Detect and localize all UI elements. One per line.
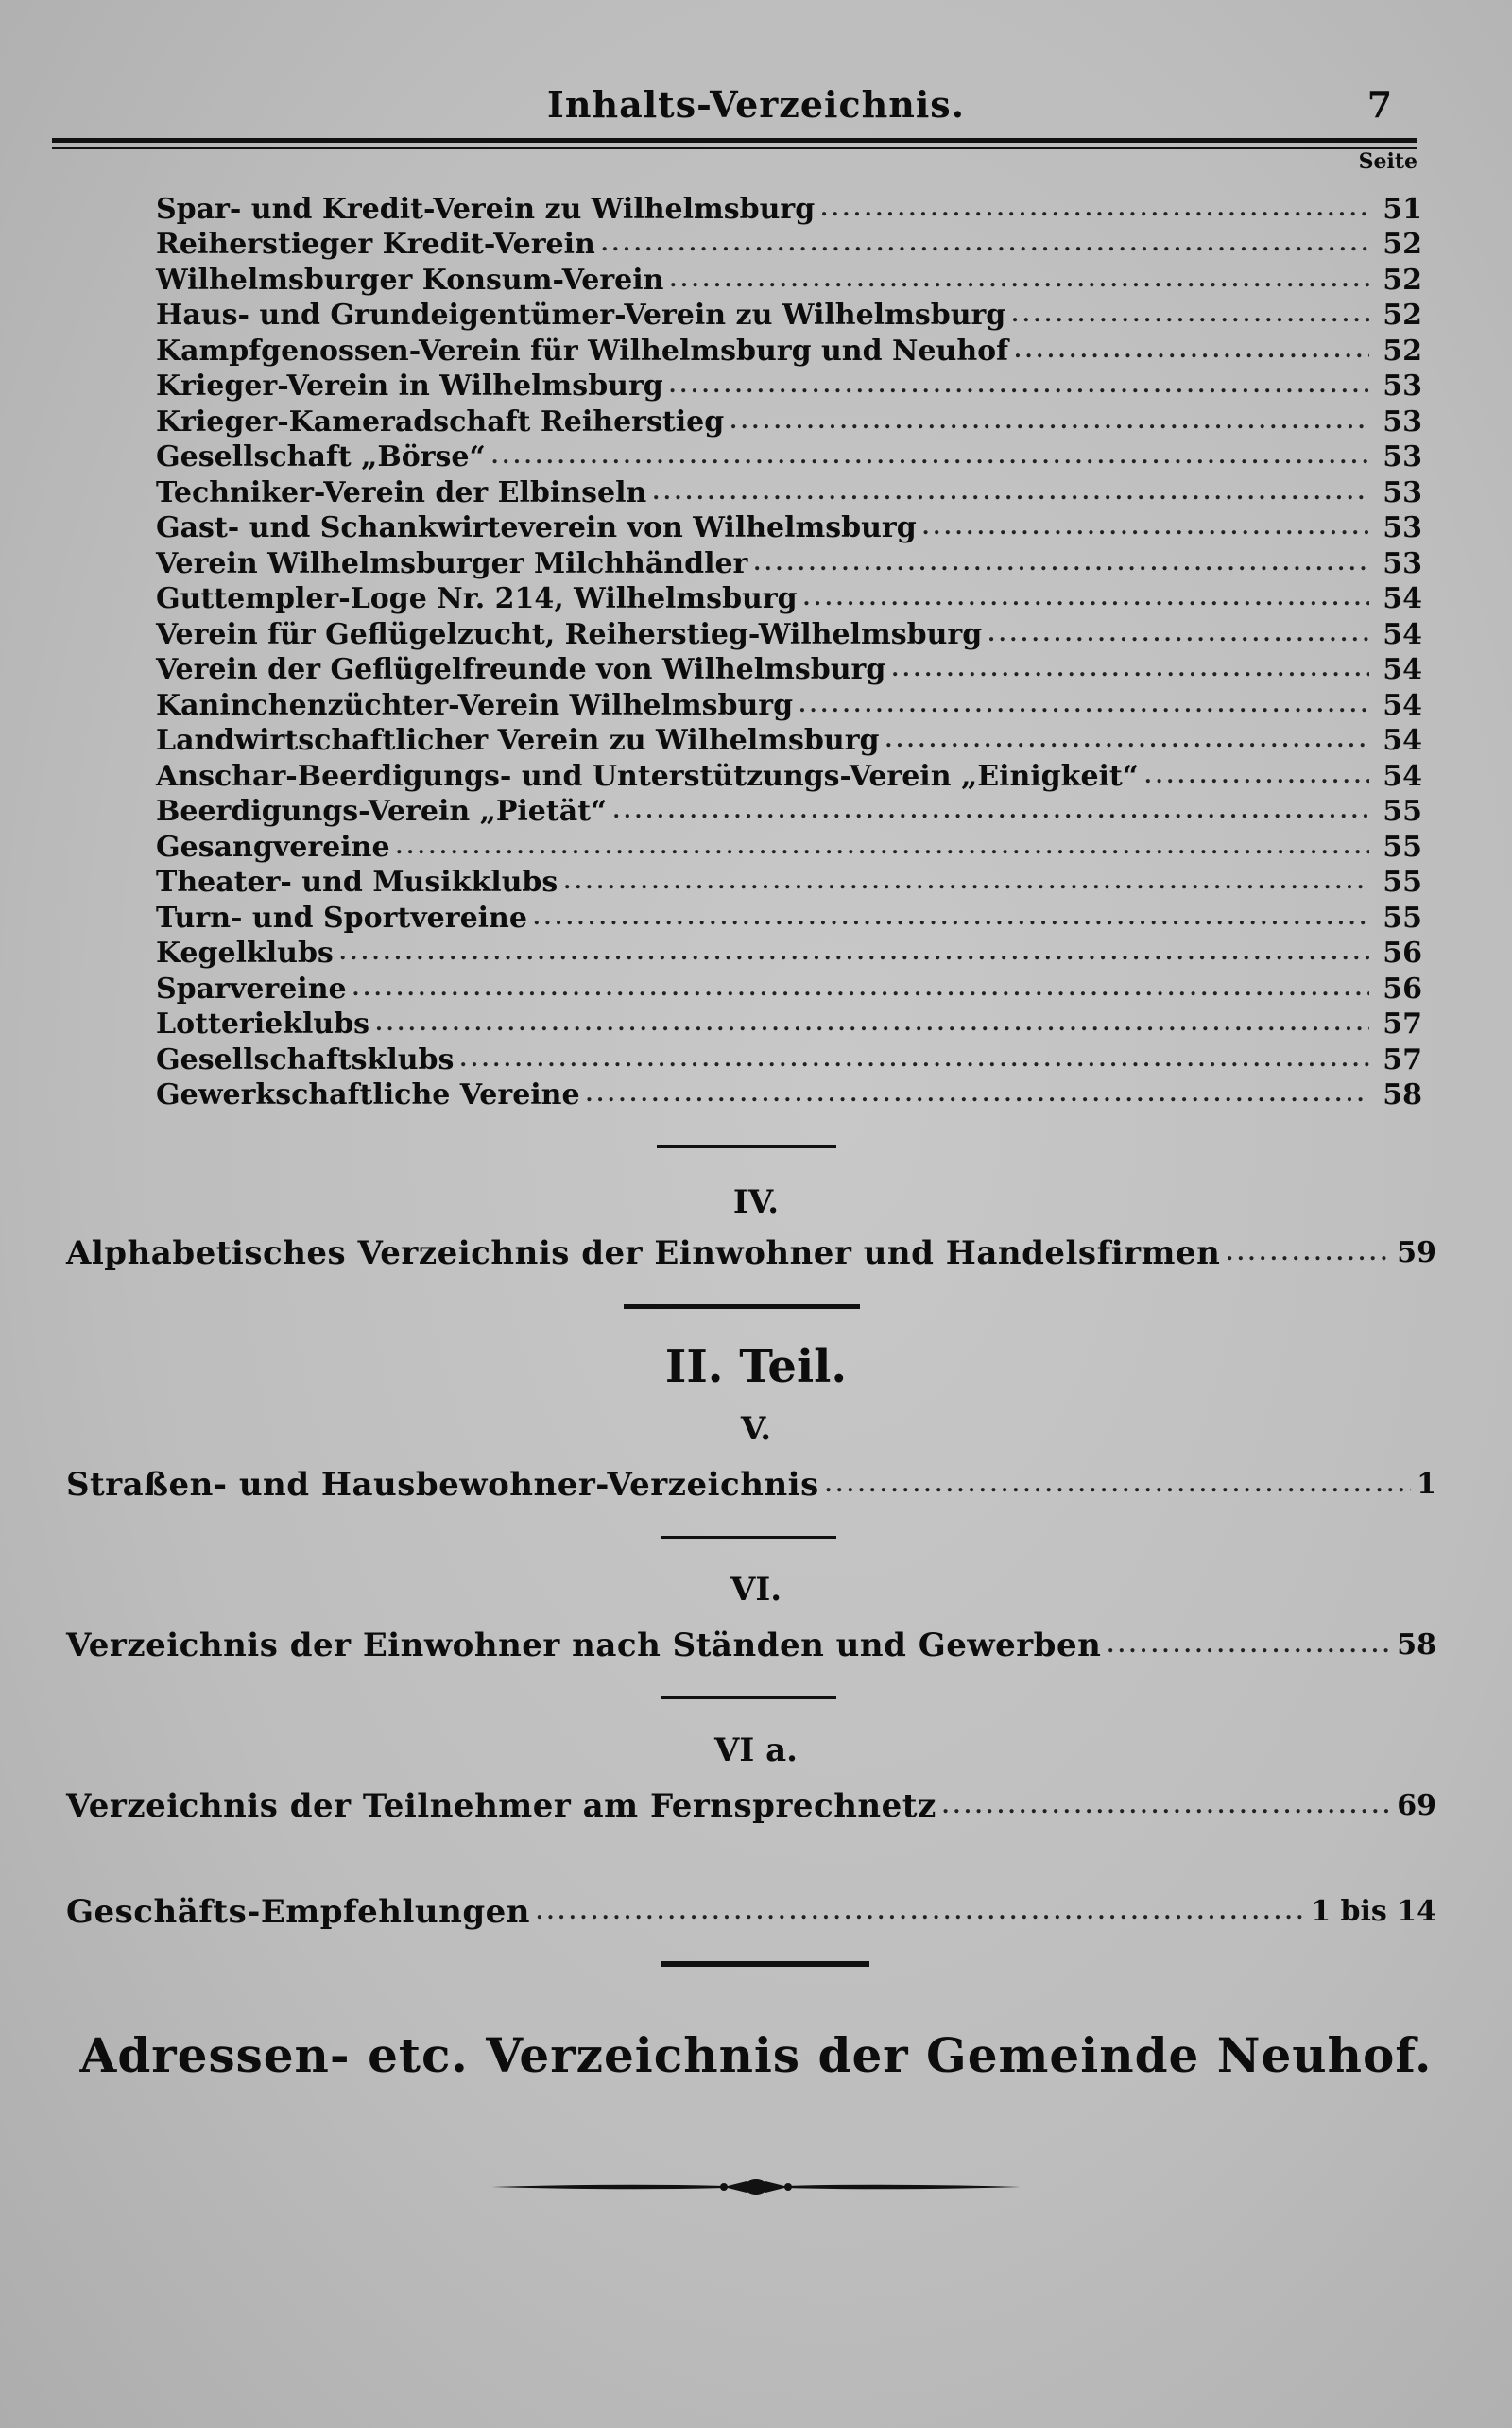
- toc-entry-page: 57: [1383, 1042, 1422, 1076]
- toc-entry-title: Spar- und Kredit-Verein zu Wilhelmsburg: [156, 192, 816, 226]
- toc-entry-page: 52: [1383, 334, 1422, 368]
- dot-leader: [1107, 1626, 1391, 1665]
- toc-section-v-entry: [66, 1465, 1436, 1505]
- toc-entry-page: 54: [1383, 724, 1422, 757]
- toc-entry-page: 56: [1383, 937, 1422, 970]
- toc-entry: [156, 758, 1422, 794]
- seite-column-label: Seite: [1358, 149, 1418, 174]
- dot-leader: [652, 475, 1369, 510]
- dot-leader: [669, 263, 1369, 298]
- section-via-page: 69: [1397, 1789, 1436, 1822]
- toc-entry-title: Gewerkschaftliche Vereine: [156, 1078, 580, 1111]
- dot-leader: [1011, 298, 1369, 333]
- toc-entry-list: [156, 191, 1422, 1112]
- dot-leader: [601, 227, 1369, 262]
- dot-leader: [396, 830, 1369, 865]
- toc-entry-title: Techniker-Verein der Elbinseln: [156, 475, 647, 509]
- dot-leader: [942, 1786, 1391, 1826]
- toc-entry-title: Lotterieklubs: [156, 1007, 370, 1041]
- toc-entry-title: Krieger-Kameradschaft Reiherstieg: [156, 405, 725, 439]
- neuhof-directory-title: Adressen- etc. Verzeichnis der Gemeinde Neuhof.: [79, 2027, 1433, 2083]
- toc-entry-page: 54: [1383, 688, 1422, 722]
- dot-leader: [891, 652, 1369, 687]
- toc-entry-title: Haus- und Grundeigentümer-Verein zu Wilhelmsburg: [156, 299, 1006, 332]
- section-divider: [662, 1536, 836, 1539]
- toc-section-vi-entry: [66, 1626, 1436, 1665]
- section-numeral-v: V.: [740, 1410, 772, 1448]
- toc-entry-page: 51: [1383, 192, 1422, 226]
- toc-entry-page: 53: [1383, 370, 1422, 403]
- dot-leader: [988, 617, 1369, 652]
- toc-entry-page: 53: [1383, 475, 1422, 509]
- toc-entry: [156, 474, 1422, 510]
- toc-entry: [156, 971, 1422, 1007]
- toc-entry-title: Landwirtschaftlicher Verein zu Wilhelmsburg: [156, 724, 880, 757]
- toc-entry-page: 55: [1383, 866, 1422, 899]
- toc-entry-title: Kaninchenzüchter-Verein Wilhelmsburg: [156, 688, 794, 722]
- dot-leader: [586, 1077, 1369, 1112]
- toc-entry: [156, 191, 1422, 227]
- toc-section-iv-entry: [66, 1233, 1436, 1273]
- header-rule-thin: [52, 147, 1418, 149]
- toc-entry-page: 55: [1383, 901, 1422, 935]
- section-numeral-iv: IV.: [732, 1183, 780, 1221]
- dot-leader: [375, 1007, 1369, 1042]
- toc-entry: [156, 1077, 1422, 1113]
- toc-entry: [156, 829, 1422, 865]
- section-vi-title: Verzeichnis der Einwohner nach Ständen und Gewerben: [66, 1627, 1102, 1664]
- dot-leader: [730, 405, 1369, 439]
- toc-entry-page: 58: [1383, 1078, 1422, 1111]
- toc-entry-page: 52: [1383, 299, 1422, 332]
- toc-entry-title: Kampfgenossen-Verein für Wilhelmsburg und Neuhof: [156, 334, 1009, 368]
- toc-entry: [156, 404, 1422, 439]
- toc-entry-title: Guttempler-Loge Nr. 214, Wilhelmsburg: [156, 582, 798, 615]
- toc-entry: [156, 687, 1422, 723]
- toc-entry-page: 53: [1383, 440, 1422, 474]
- toc-entry-page: 54: [1383, 759, 1422, 793]
- toc-entry-page: 54: [1383, 582, 1422, 615]
- recommendations-title: Geschäfts-Empfehlungen: [66, 1893, 530, 1931]
- toc-entry: [156, 262, 1422, 298]
- toc-entry-title: Verein der Geflügelfreunde von Wilhelmsburg: [156, 653, 886, 686]
- toc-section-via-entry: [66, 1786, 1436, 1826]
- toc-entry-title: Gesangvereine: [156, 830, 390, 864]
- section-numeral-vi: VI.: [730, 1571, 782, 1609]
- toc-entry: [156, 369, 1422, 405]
- section-divider-thick: [624, 1304, 860, 1309]
- toc-entry-page: 54: [1383, 617, 1422, 651]
- toc-entry-title: Verein für Geflügelzucht, Reiherstieg-Wilhelmsburg: [156, 617, 983, 651]
- toc-entry-title: Verein Wilhelmsburger Milchhändler: [156, 546, 748, 580]
- dot-leader: [753, 546, 1369, 581]
- dot-leader: [803, 581, 1369, 616]
- toc-entry: [156, 333, 1422, 369]
- dot-leader: [491, 439, 1369, 474]
- toc-entry-title: Turn- und Sportvereine: [156, 901, 527, 935]
- toc-entry: [156, 545, 1422, 581]
- recommendations-page: 1 bis 14: [1311, 1895, 1436, 1928]
- dot-leader: [799, 688, 1369, 723]
- dot-leader: [1144, 759, 1369, 794]
- section-v-page: 1: [1417, 1468, 1436, 1501]
- toc-entry-title: Sparvereine: [156, 972, 347, 1006]
- toc-entry-title: Wilhelmsburger Konsum-Verein: [156, 263, 664, 297]
- toc-entry-title: Beerdigungs-Verein „Pietät“: [156, 795, 608, 828]
- dot-leader: [352, 972, 1369, 1007]
- dot-leader: [339, 936, 1369, 971]
- toc-entry: [156, 865, 1422, 901]
- toc-entry-page: 55: [1383, 830, 1422, 864]
- ornamental-rule-icon: [491, 2176, 1021, 2198]
- toc-entry-title: Gesellschaftsklubs: [156, 1042, 455, 1076]
- toc-entry-title: Gast- und Schankwirteverein von Wilhelmsburg: [156, 511, 917, 544]
- toc-entry-page: 52: [1383, 228, 1422, 261]
- dot-leader: [669, 369, 1369, 404]
- section-numeral-via: VI a.: [714, 1731, 798, 1769]
- toc-entry: [156, 794, 1422, 830]
- toc-entry-title: Krieger-Verein in Wilhelmsburg: [156, 370, 663, 403]
- toc-entry: [156, 900, 1422, 936]
- dot-leader: [533, 901, 1369, 936]
- dot-leader: [885, 723, 1369, 758]
- dot-leader: [1226, 1233, 1391, 1273]
- dot-leader: [563, 865, 1369, 900]
- dot-leader: [1014, 334, 1369, 369]
- toc-entry: [156, 723, 1422, 759]
- dot-leader: [922, 510, 1369, 545]
- toc-entry: [156, 936, 1422, 972]
- toc-entry-page: 53: [1383, 405, 1422, 439]
- section-via-title: Verzeichnis der Teilnehmer am Fernsprechnetz: [66, 1787, 936, 1825]
- dot-leader: [612, 794, 1369, 829]
- toc-entry: [156, 439, 1422, 475]
- toc-entry: [156, 652, 1422, 688]
- part-two-title: II. Teil.: [664, 1340, 848, 1393]
- dot-leader: [459, 1042, 1369, 1077]
- section-iv-title: Alphabetisches Verzeichnis der Einwohner und Handelsfirmen: [66, 1234, 1221, 1272]
- toc-entry: [156, 227, 1422, 263]
- dot-leader: [825, 1465, 1411, 1505]
- page-header-title: Inhalts-Verzeichnis.: [547, 83, 965, 126]
- section-vi-page: 58: [1397, 1628, 1436, 1662]
- toc-entry-title: Anschar-Beerdigungs- und Unterstützungs-Verein „Einigkeit“: [156, 759, 1140, 793]
- dot-leader: [536, 1892, 1305, 1932]
- toc-entry-page: 52: [1383, 263, 1422, 297]
- toc-entry-page: 53: [1383, 511, 1422, 544]
- toc-entry-page: 55: [1383, 795, 1422, 828]
- toc-entry: [156, 1007, 1422, 1042]
- toc-entry-title: Gesellschaft „Börse“: [156, 440, 486, 474]
- toc-entry: [156, 298, 1422, 334]
- page-number: 7: [1366, 83, 1393, 126]
- toc-entry: [156, 581, 1422, 617]
- header-rule-thick: [52, 138, 1418, 143]
- toc-entry: [156, 616, 1422, 652]
- section-iv-page: 59: [1397, 1236, 1436, 1269]
- section-divider-thick: [662, 1961, 869, 1967]
- dot-leader: [820, 192, 1369, 227]
- toc-entry-page: 57: [1383, 1007, 1422, 1041]
- toc-entry-page: 53: [1383, 546, 1422, 580]
- toc-entry-page: 54: [1383, 653, 1422, 686]
- toc-recommendations-entry: [66, 1892, 1436, 1932]
- toc-entry: [156, 1042, 1422, 1077]
- toc-entry-title: Reiherstieger Kredit-Verein: [156, 228, 595, 261]
- section-divider: [657, 1145, 836, 1148]
- toc-entry-page: 56: [1383, 972, 1422, 1006]
- toc-entry: [156, 510, 1422, 546]
- toc-entry-title: Theater- und Musikklubs: [156, 866, 558, 899]
- toc-entry-title: Kegelklubs: [156, 937, 334, 970]
- section-v-title: Straßen- und Hausbewohner-Verzeichnis: [66, 1466, 819, 1504]
- section-divider: [662, 1696, 836, 1699]
